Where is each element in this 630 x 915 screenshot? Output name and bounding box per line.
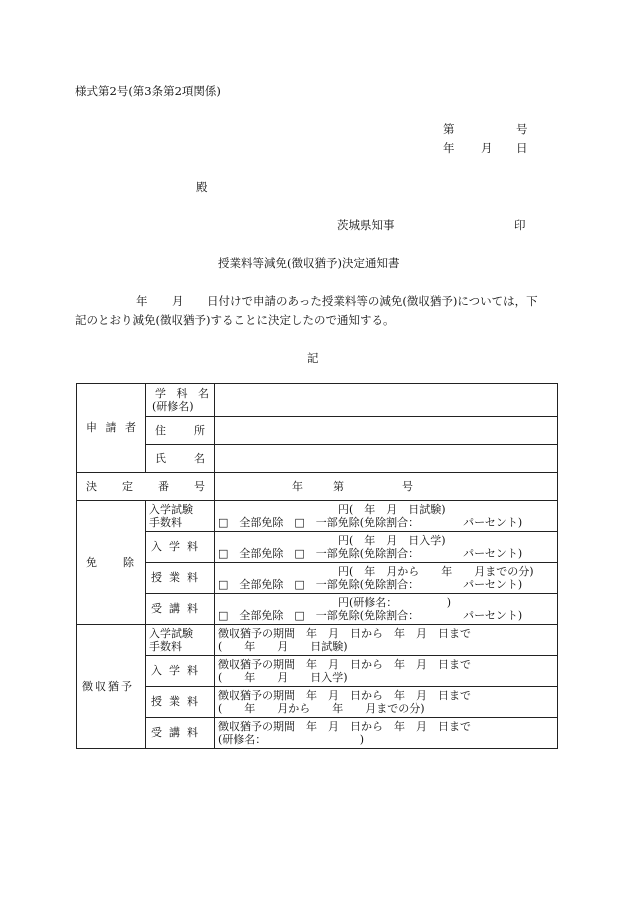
seal-mark: 印 [514,218,526,232]
body-line1: 日付けで申請のあった授業料等の減免(徴収猶予)については，下 [207,294,538,308]
decision-number-label: 決 定 番 号 [77,473,215,501]
deferral-item-exam-fee: 入学試験 手数料 [146,625,215,656]
exemption-detail-admission: 円( 年 月 日入学) □ 全部免除 □ 一部免除(免除割合： パーセント) [215,532,558,563]
dept-value [215,384,558,417]
exemption-detail-tuition: 円( 年 月から 年 月までの分) □ 全部免除 □ 一部免除(免除割合： パーセント) [215,563,558,594]
ki-label: 記 [307,351,319,365]
doc-number-go: 号 [516,122,528,136]
date-month: 月 [481,141,493,155]
exemption-item-tuition: 授業料 [146,563,215,594]
deferral-detail-exam-fee: 徴収猶予の期間 年 月 日から 年 月 日まで ( 年 月 日試験) [215,625,558,656]
dept-label: 学 科 名 (研修名) [146,384,215,417]
exemption-item-exam-fee: 入学試験 手数料 [146,501,215,532]
exemption-item-course: 受講料 [146,594,215,625]
applicant-label: 申 請 者 [77,384,146,473]
decision-table [76,383,558,749]
body-year: 年 [136,294,148,308]
form-reference: 様式第2号(第3条第2項関係) [75,84,221,98]
issuer: 茨城県知事 [337,218,395,232]
name-value [215,445,558,473]
deferral-item-admission: 入学料 [146,656,215,687]
name-label: 氏 名 [146,445,215,473]
address-label: 住 所 [146,417,215,445]
exemption-item-admission: 入学料 [146,532,215,563]
address-value [215,417,558,445]
deferral-label: 徴収猶予 [77,625,146,749]
body-line2: 記のとおり減免(徴収猶予)することに決定したので通知する。 [75,313,395,327]
decision-number-value: 年 第 号 [215,473,558,501]
doc-number-dai: 第 [443,122,455,136]
body-month: 月 [172,294,184,308]
date-year: 年 [443,141,455,155]
exemption-label: 免 除 [77,501,146,625]
deferral-item-course: 受講料 [146,718,215,749]
deferral-detail-tuition: 徴収猶予の期間 年 月 日から 年 月 日まで ( 年 月から 年 月までの分) [215,687,558,718]
deferral-detail-admission: 徴収猶予の期間 年 月 日から 年 月 日まで ( 年 月 日入学) [215,656,558,687]
document-title: 授業料等減免(徴収猶予)決定通知書 [218,256,400,270]
deferral-detail-course: 徴収猶予の期間 年 月 日から 年 月 日まで (研修名： ) [215,718,558,749]
exemption-detail-exam-fee: 円( 年 月 日試験) □ 全部免除 □ 一部免除(免除割合： パーセント) [215,501,558,532]
addressee-dono: 殿 [196,180,208,194]
exemption-detail-course: 円(研修名： ) □ 全部免除 □ 一部免除(免除割合： パーセント) [215,594,558,625]
date-day: 日 [516,141,528,155]
deferral-item-tuition: 授業料 [146,687,215,718]
